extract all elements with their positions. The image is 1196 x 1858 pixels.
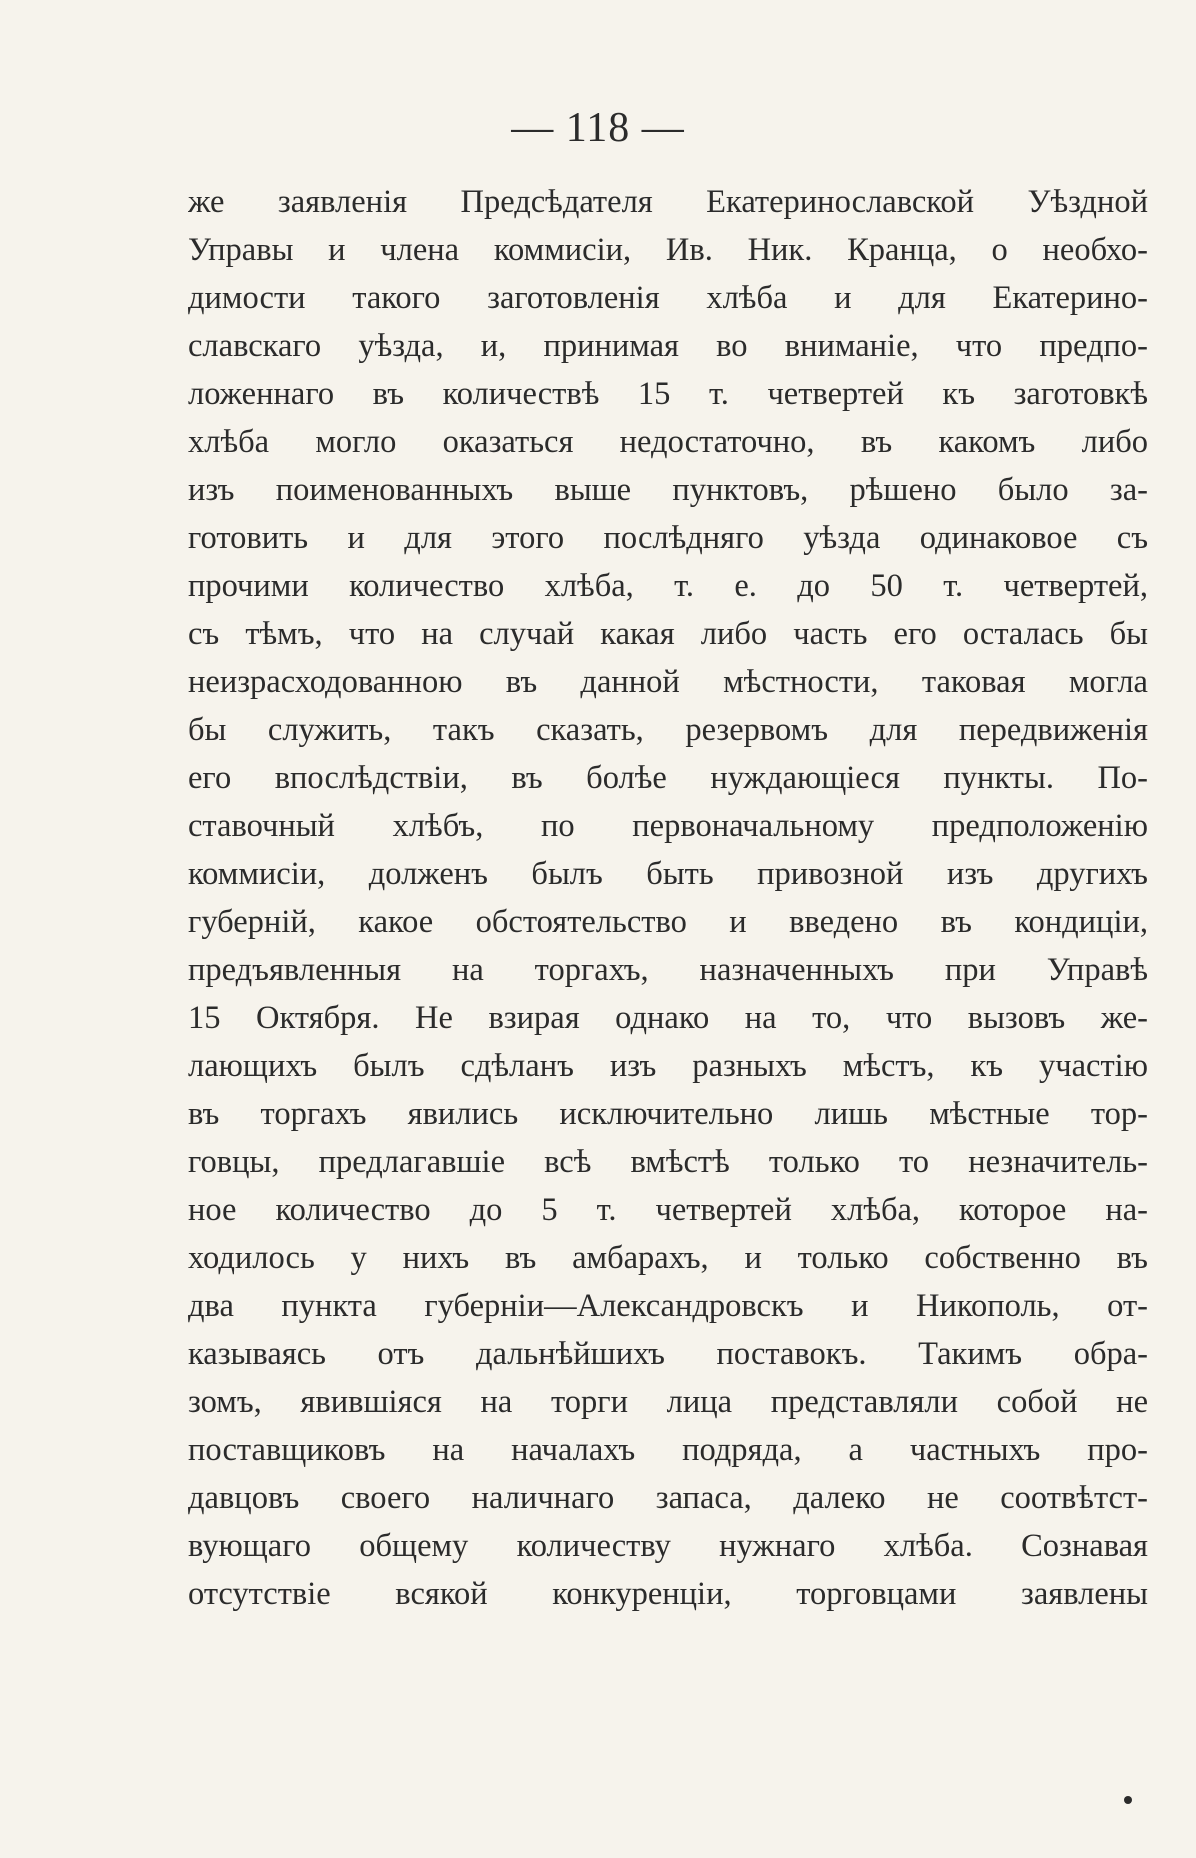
- text-line: вующаго общему количеству нужнаго хлѣба. Сознавая: [188, 1528, 1148, 1564]
- text-line: коммисіи, долженъ былъ быть привозной изъ другихъ: [188, 856, 1148, 892]
- text-line: казываясь отъ дальнѣйшихъ поставокъ. Такимъ обра-: [188, 1336, 1148, 1372]
- text-line: предъявленныя на торгахъ, назначенныхъ при Управѣ: [188, 952, 1148, 988]
- text-line: зомъ, явившіяся на торги лица представляли собой не: [188, 1384, 1148, 1420]
- text-line: же заявленія Предсѣдателя Екатеринославской Уѣздной: [188, 184, 1148, 220]
- text-line: готовить и для этого послѣдняго уѣзда одинаковое съ: [188, 520, 1148, 556]
- text-line: въ торгахъ явились исключительно лишь мѣстные тор-: [188, 1096, 1148, 1132]
- text-line: 15 Октября. Не взирая однако на то, что вызовъ же-: [188, 1000, 1148, 1036]
- text-line: Управы и члена коммисіи, Ив. Ник. Кранца, о необхо-: [188, 232, 1148, 268]
- text-line: прочими количество хлѣба, т. е. до 50 т. четвертей,: [188, 568, 1148, 604]
- text-line: бы служить, такъ сказать, резервомъ для передвиженія: [188, 712, 1148, 748]
- text-line: его впослѣдствіи, въ болѣе нуждающіеся пункты. По-: [188, 760, 1148, 796]
- text-line: ставочный хлѣбъ, по первоначальному предположенію: [188, 808, 1148, 844]
- text-line: съ тѣмъ, что на случай какая либо часть его осталась бы: [188, 616, 1148, 652]
- text-line: ходилось у нихъ въ амбарахъ, и только собственно въ: [188, 1240, 1148, 1276]
- text-line: отсутствіе всякой конкуренціи, торговцами заявлены: [188, 1576, 1148, 1612]
- text-line: давцовъ своего наличнаго запаса, далеко не соотвѣтст-: [188, 1480, 1148, 1516]
- text-line: неизрасходованною въ данной мѣстности, таковая могла: [188, 664, 1148, 700]
- text-line: ложеннаго въ количествѣ 15 т. четвертей къ заготовкѣ: [188, 376, 1148, 412]
- text-line: изъ поименованныхъ выше пунктовъ, рѣшено было за-: [188, 472, 1148, 508]
- text-line: говцы, предлагавшіе всѣ вмѣстѣ только то незначитель-: [188, 1144, 1148, 1180]
- ink-dot: [1124, 1796, 1132, 1804]
- text-line: славскаго уѣзда, и, принимая во вниманіе, что предпо-: [188, 328, 1148, 364]
- text-line: два пункта губерніи—Александровскъ и Никополь, от-: [188, 1288, 1148, 1324]
- text-line: поставщиковъ на началахъ подряда, а частныхъ про-: [188, 1432, 1148, 1468]
- text-line: ное количество до 5 т. четвертей хлѣба, которое на-: [188, 1192, 1148, 1228]
- body-text: [188, 178, 1148, 1618]
- text-line: димости такого заготовленія хлѣба и для Екатерино-: [188, 280, 1148, 316]
- text-line: губерній, какое обстоятельство и введено въ кондиціи,: [188, 904, 1148, 940]
- page-number: — 118 —: [511, 105, 685, 151]
- text-line: хлѣба могло оказаться недостаточно, въ какомъ либо: [188, 424, 1148, 460]
- text-line: лающихъ былъ сдѣланъ изъ разныхъ мѣстъ, къ участію: [188, 1048, 1148, 1084]
